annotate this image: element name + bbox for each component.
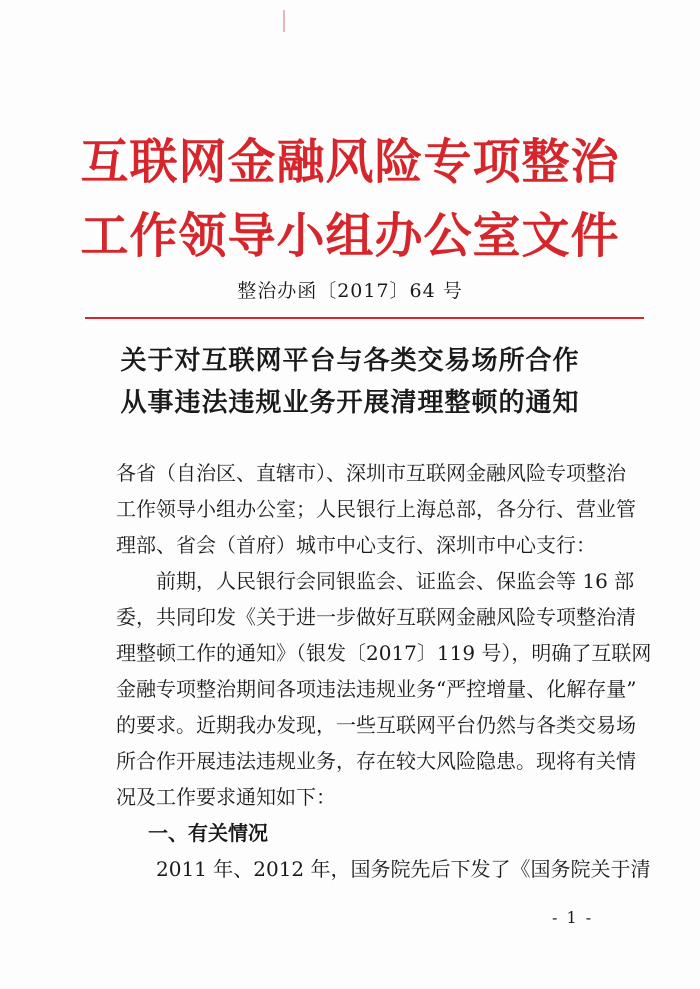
paragraph-line: 况及工作要求通知如下： <box>116 785 336 809</box>
addressee-line: 工作领导小组办公室；人民银行上海总部，各分行、营业管 <box>116 497 636 521</box>
notice-title-line-2: 从事违法违规业务开展清理整顿的通知 <box>120 388 580 418</box>
page-number: - 1 - <box>552 908 594 927</box>
paragraph-line: 的要求。近期我办发现，一些互联网平台仍然与各类交易场 <box>116 713 636 737</box>
paragraph-line: 前期，人民银行会同银监会、证监会、保监会等 16 部 <box>156 569 635 593</box>
notice-title-line-1: 关于对互联网平台与各类交易场所合作 <box>120 346 580 376</box>
document-number: 整治办函〔2017〕64 号 <box>237 280 463 302</box>
paragraph-line: 所合作开展违法违规业务，存在较大风险隐患。现将有关情 <box>116 749 636 773</box>
paragraph-line: 2011 年、2012 年，国务院先后下发了《国务院关于清 <box>156 857 651 881</box>
addressee-line: 各省（自治区、直辖市）、深圳市互联网金融风险专项整治 <box>116 461 626 485</box>
addressee-line: 理部、省会（首府）城市中心支行、深圳市中心支行： <box>116 533 596 557</box>
paragraph-line: 理整顿工作的通知》（银发〔2017〕119 号），明确了互联网 <box>116 641 652 665</box>
section-heading: 一、有关情况 <box>148 821 268 845</box>
issuer-title-line-1: 互联网金融风险专项整治 <box>80 134 620 190</box>
paragraph-line: 委，共同印发《关于进一步做好互联网金融风险专项整治清 <box>116 605 636 629</box>
paragraph-line: 金融专项整治期间各项违法违规业务“严控增量、化解存量” <box>116 677 637 701</box>
issuer-title-line-2: 工作领导小组办公室文件 <box>80 208 620 264</box>
red-separator-line <box>85 317 644 319</box>
top-margin-mark <box>283 10 285 32</box>
